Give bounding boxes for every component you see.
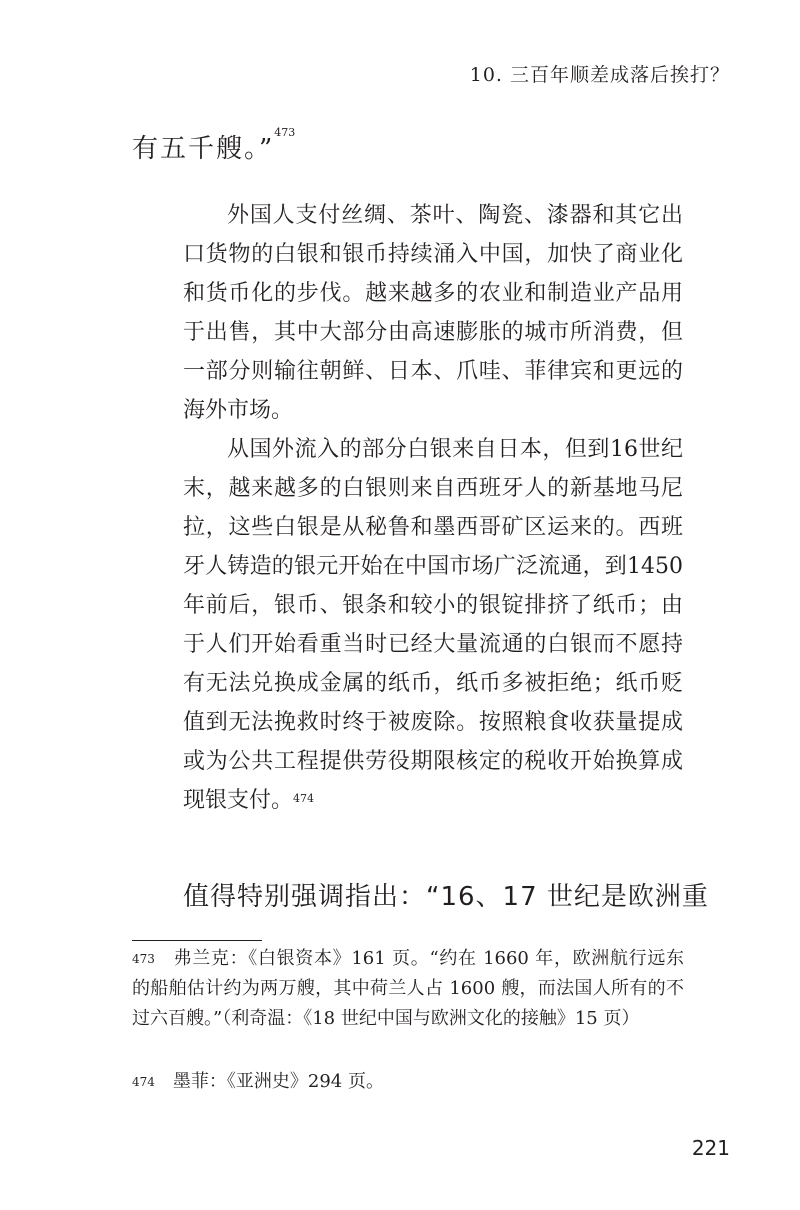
lead-paragraph (132, 128, 295, 165)
footnote-number: 474 (132, 1075, 155, 1089)
footnote-text: 弗兰克：《白银资本》161 页。“约在 1660 年，欧洲航行远东的船舶估计约为两万艘，其中荷兰人占 1600 艘，而法国人所有的不过六百艘。”（利奇温：《18 世纪中国与欧洲文化的接触》15 页） (132, 948, 684, 1029)
block-quote-1: 外国人支付丝绸、茶叶、陶瓷、漆器和其它出口货物的白银和银币持续涌入中国，加快了商业化和货币化的步伐。越来越多的农业和制造业产品用于出售，其中大部分由高速膨胀的城市所消费，但一部分则输往朝鲜、日本、爪哇、菲律宾和更远的海外市场。 (183, 203, 683, 423)
lead-text: 有五千艘。” (132, 134, 275, 164)
block-quote-2 (183, 430, 683, 820)
running-head: 10. 三百年顺差成落后挨打？ (469, 64, 730, 86)
footnote-ref-474: 474 (293, 792, 315, 805)
emphasis-paragraph: 值得特别强调指出：“16、17 世纪是欧洲重 (183, 882, 709, 912)
block-quote-2-text: 从国外流入的部分白银来自日本，但到16世纪末，越来越多的白银则来自西班牙人的新基地马尼拉，这些白银是从秘鲁和墨西哥矿区运来的。西班牙人铸造的银元开始在中国市场广泛流通，到1450年前后，银币、银条和较小的银锭排挤了纸币；由于人们开始看重当时已经大量流通的白银而不愿持有无法兑换成金属的纸币，纸币多被拒绝；纸币贬值到无法挽救时终于被废除。按照粮食收获量提成或为公共工程提供劳役期限核定的税收开始换算成现银支付。 (183, 437, 683, 813)
footnote-divider (132, 940, 262, 941)
footnote-text: 墨菲：《亚洲史》294 页。 (172, 1071, 384, 1092)
page-number: 221 (691, 1136, 730, 1160)
footnote-ref-473: 473 (274, 126, 296, 139)
footnote-474 (132, 1067, 684, 1097)
footnote-473 (132, 944, 684, 1034)
footnote-number: 473 (132, 952, 155, 966)
